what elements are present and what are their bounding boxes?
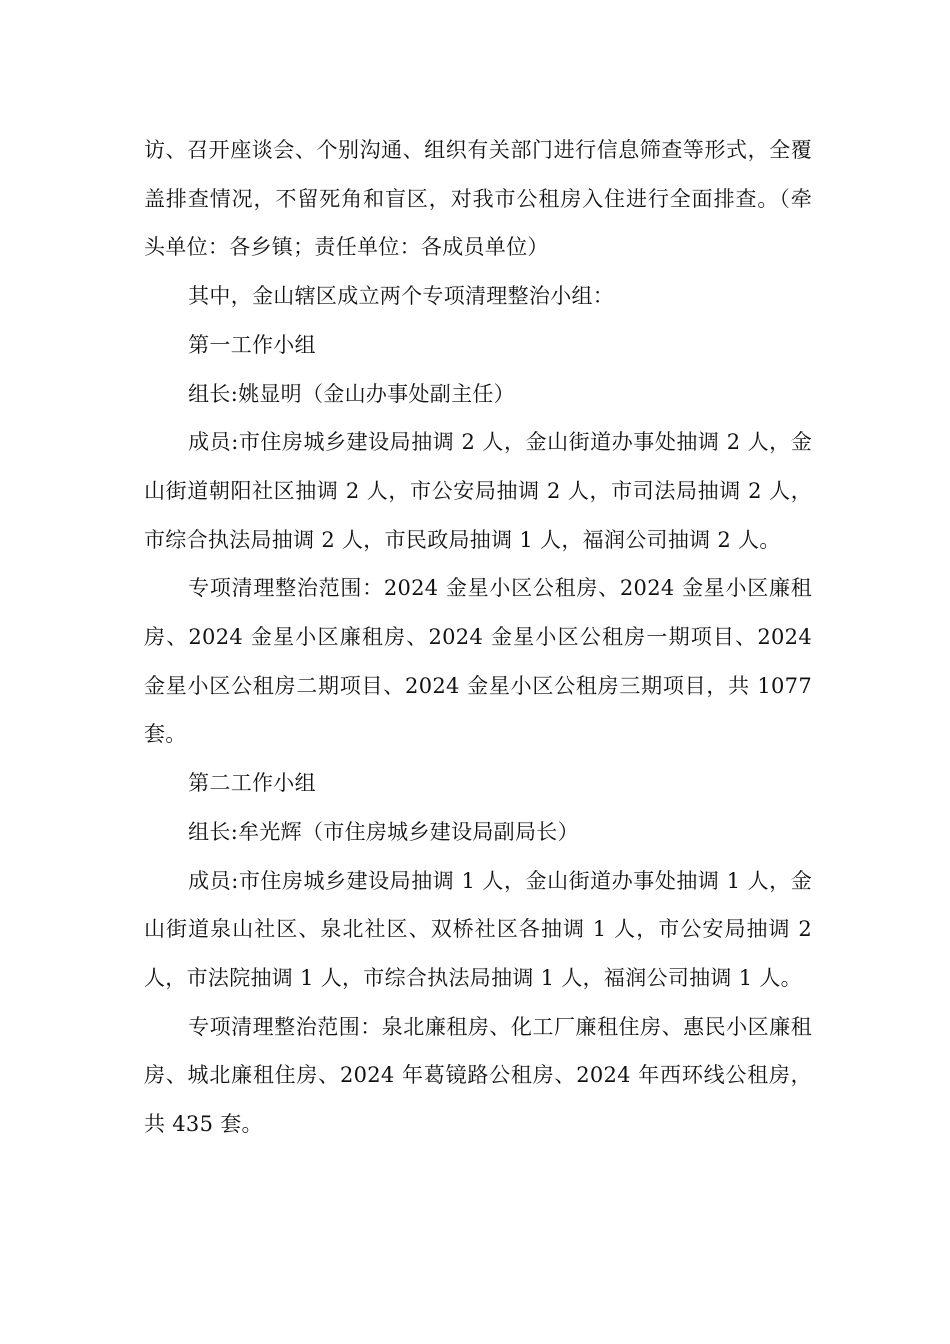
paragraph-second-group-members: 成员:市住房城乡建设局抽调 1 人，金山街道办事处抽调 1 人，金山街道泉山社区、泉北社区、双桥社区各抽调 1 人，市公安局抽调 2 人，市法院抽调 1 人，市综合执法局抽调 1 人，福润公司抽调 1 人。 (144, 868, 812, 990)
paragraph-jinshan-groups-intro: 其中，金山辖区成立两个专项清理整治小组： (188, 284, 615, 309)
paragraph-second-group-scope: 专项清理整治范围：泉北廉租房、化工厂廉租住房、惠民小区廉租房、城北廉租住房、2024 年葛镜路公租房、2024 年西环线公租房，共 435 套。 (144, 1014, 812, 1137)
paragraph-investigation-continued: 访、召开座谈会、个别沟通、组织有关部门进行信息筛查等形式，全覆盖排查情况，不留死角和盲区，对我市公租房入住进行全面排查。（牵头单位：各乡镇；责任单位：各成员单位） (144, 138, 812, 260)
paragraph-first-group-members: 成员:市住房城乡建设局抽调 2 人，金山街道办事处抽调 2 人，金山街道朝阳社区抽调 2 人，市公安局抽调 2 人，市司法局抽调 2 人，市综合执法局抽调 2 人，市民政局抽调 1 人，福润公司抽调 2 人。 (144, 430, 812, 552)
document-body (144, 126, 812, 1149)
heading-first-work-group: 第一工作小组 (188, 332, 316, 357)
paragraph-first-group-scope: 专项清理整治范围：2024 金星小区公租房、2024 金星小区廉租房、2024 金星小区廉租房、2024 金星小区公租房一期项目、2024 金星小区公租房二期项目、2024 金星小区公租房三期项目，共 1077 套。 (144, 576, 812, 747)
paragraph-second-group-leader: 组长:牟光辉（市住房城乡建设局副局长） (188, 819, 579, 844)
heading-second-work-group: 第二工作小组 (188, 771, 316, 796)
paragraph-first-group-leader: 组长:姚显明（金山办事处副主任） (188, 381, 515, 406)
